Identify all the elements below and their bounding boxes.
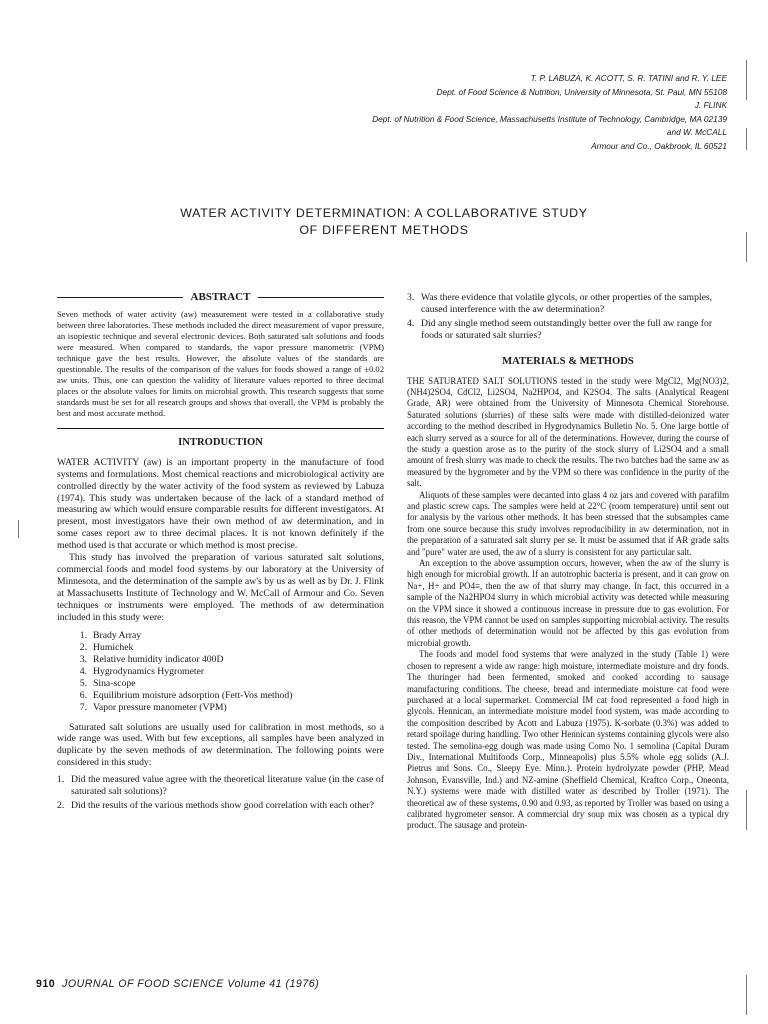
materials-methods-body — [407, 376, 729, 832]
list-item: 2. Humichek — [79, 641, 134, 653]
list-item: 3. Relative humidity indicator 400D — [79, 653, 224, 665]
list-item: 1. Brady Array — [79, 629, 142, 641]
affiliation-line: Armour and Co., Oakbrook, IL 60521 — [591, 141, 727, 151]
list-item: 4. Hygrodynamics Hygrometer — [79, 665, 205, 677]
margin-mark — [746, 975, 747, 1015]
journal-citation: JOURNAL OF FOOD SCIENCE Volume 41 (1976) — [62, 978, 320, 990]
margin-mark — [746, 232, 747, 262]
paragraph: Saturated salt solutions are usually used for calibration in most methods, so a wide range was used. With but few exceptions, all samples have been analyzed in duplicate by the seven methods of aw determination. The following points were considered in this study: — [57, 721, 384, 769]
paper-title-line-2: OF DIFFERENT METHODS — [299, 223, 469, 237]
introduction-heading: INTRODUCTION — [178, 436, 263, 448]
page-footer — [36, 978, 319, 990]
abstract-heading — [57, 292, 384, 304]
list-item: 4. Did any single method seem outstandingly better over the full aw range for foods or saturated salt slurries? — [407, 317, 713, 341]
abstract-text: Seven methods of water activity (aw) measurement were tested in a collaborative study between three laboratories. These methods included the direct measurement of vapor pressure, an isopiestic technique and several electronic devices. Both saturated salt solutions and foods were measured. When compared to standards, the vapor pressure manometric (VPM) technique gave the best results. However, the absolute values of the standards are questionable. The results of the comparison of the values for foods showed a range of ±0.02 aw units. Thus, one can question the validity of literature values reported to three decimal places or the absolute values for limits on microbial growth. This research suggests that some standards must be set for all research groups and shows that overall, the VPM is probably the best and most accurate method. — [57, 308, 384, 418]
paragraph: THE SATURATED SALT SOLUTIONS tested in the study were MgCl2, Mg(NO3)2, (NH4)2SO4, CdCl2, Li2SO4, Na2HPO4, and K2SO4. The salts (Analytical Reagent Grade, AR) were obtained from the University of Minnesota Chemical Storehouse. Saturated solutions (slurries) of these salts were made with distilled-deionized water according to the method described in Hygrodynamics Bulletin No. 5. One large bottle of each slurry served as a source for all of the determinations. However, during the course of the study a question arose as to the purity of the stock slurry of Li2SO4 and a small amount of fresh slurry was made to check the results. The two batches had the same aw as measured by the hygrometer and by the VPM so there was confidence in the purity of the salt. — [407, 375, 729, 489]
divider — [57, 428, 384, 429]
author-line: and W. McCALL — [666, 127, 727, 137]
author-line: T. P. LABUZA, K. ACOTT, S. R. TATINI and R. Y. LEE — [530, 73, 727, 83]
list-item: 1. Did the measured value agree with the theoretical literature value (in the case of saturated salt solutions)? — [57, 774, 384, 798]
page-number: 910 — [36, 978, 56, 990]
list-item: 2. Did the results of the various methods show good correlation with each other? — [57, 799, 374, 811]
list-item: 7. Vapor pressure manometer (VPM) — [79, 701, 227, 713]
paragraph: WATER ACTIVITY (aw) is an important property in the manufacture of food systems and formulations. Most chemical reactions and microbiological activity are controlled directly by the water activity of the food system as reviewed by Labuza (1974). This study was undertaken because of the lack of a standard method of measuring aw which would ensure comparable results for different investigators. At present, most investigators have their own method of aw determination, and in some cases report aw to three decimal places. It is not known definitely if the method used is that accurate or which method is most precise. — [57, 456, 384, 552]
margin-mark — [18, 520, 19, 538]
margin-mark — [746, 790, 747, 830]
author-line: J. FLINK — [694, 100, 727, 110]
questions-list — [57, 774, 384, 812]
paragraph: The foods and model food systems that were analyzed in the study (Table 1) were chosen to represent a wide aw range: high moisture, intermediate moisture and dry foods. The thuringer had been fermented, smoked and cooked according to sausage manufacturing conditions. The cheese, bread and intermediate moisture cat food were purchased at a local supermarket. Commercial IM cat food represented a food high in glycols. Hennican, an intermediate moisture model food system, was made according to the composition described by Acott and Labuza (1975). K-sorbate (0.3%) was added to retard spoilage during handling. Two other Hennican systems containing glycols were also tested. The semolina-egg dough was made using Como No. 1 semolina (Capital Duram Div., International Multifoods Corp., Minneapolis) plus 5.5% whole egg solids (A.J. Pietrus and Sons. Co., Sleepy Eye. Minn.). Protein hydrolyzate powder (PHP, Mead Johnson, Evansville, Ind.) and NZ-amine (Sheffield Chemical, Kraftco Corp., Oneonta, N.Y.) systems were made with distilled water as described by Troller (1971). The theoretical aw of these systems, 0.90 and 0.93, as reported by Troller was based on using a calibrated hygrometer sensor. A commercial dry soup mix was chosen as a typical dry product. The sausage and protein- — [407, 649, 729, 831]
paragraph: This study has involved the preparation of various saturated salt solutions, commercial foods and model food systems by our laboratory at the University of Minnesota, and the determination of the sample aw's by us as well as by Dr. J. Flink at Massachusetts Institute of Technology and W. McCall of Armour and Co. Seven techniques or instruments were employed. The methods of aw determination included in this study were: — [57, 552, 384, 623]
margin-mark — [746, 128, 747, 150]
right-column — [407, 292, 729, 832]
paragraph: An exception to the above assumption occurs, however, when the aw of the slurry is high enough for microbial growth. If an autotrophic bacteria is present, and it can grow on Na+, H+ and PO4≡, then the aw of that slurry may change. In fact, this occurred in a sample of the Na2HPO4 slurry in which microbial activity was detected while measuring on the VPM since it showed a continuous increase in pressure due to gas evolution. For this reason, the VPM cannot be used on samples supporting microbial activity. The results of other methods of determination would not be affected by this gas evolution from microbial growth. — [407, 558, 729, 648]
materials-methods-heading: MATERIALS & METHODS — [502, 355, 634, 367]
paper-title-line-1: WATER ACTIVITY DETERMINATION: A COLLABORATIVE STUDY — [180, 206, 588, 220]
list-item: 6. Equilibrium moisture adsorption (Fett-Vos method) — [79, 689, 293, 701]
affiliation-line: Dept. of Food Science & Nutrition, University of Minnesota, St. Paul, MN 55108 — [436, 87, 727, 97]
questions-list — [407, 292, 729, 342]
introduction-body — [57, 457, 384, 812]
abstract-heading-label: ABSTRACT — [190, 291, 251, 303]
list-item: 3. Was there evidence that volatile glycols, or other properties of the samples, caused interference with the aw determination? — [407, 292, 713, 315]
margin-mark — [746, 60, 747, 100]
list-item: 5. Sina-scope — [79, 677, 136, 689]
paragraph: Aliquots of these samples were decanted into glass 4 oz jars and covered with parafilm and plastic screw caps. The samples were held at 22°C (room temperature) until sent out for analysis by the various other methods. It has been stressed that the subsamples came from one source because this study involves reproducibility in aw determination, not in the preparation of a saturated salt slurry per se. It must be assumed that if AR grade salts and "pure" water are used, the aw of a slurry is consistent for any particular salt. — [407, 489, 729, 557]
affiliation-line: Dept. of Nutrition & Food Science, Massachusetts Institute of Technology, Cambridge, MA 02139 — [372, 114, 727, 124]
methods-list — [57, 630, 384, 714]
left-column — [57, 292, 384, 814]
